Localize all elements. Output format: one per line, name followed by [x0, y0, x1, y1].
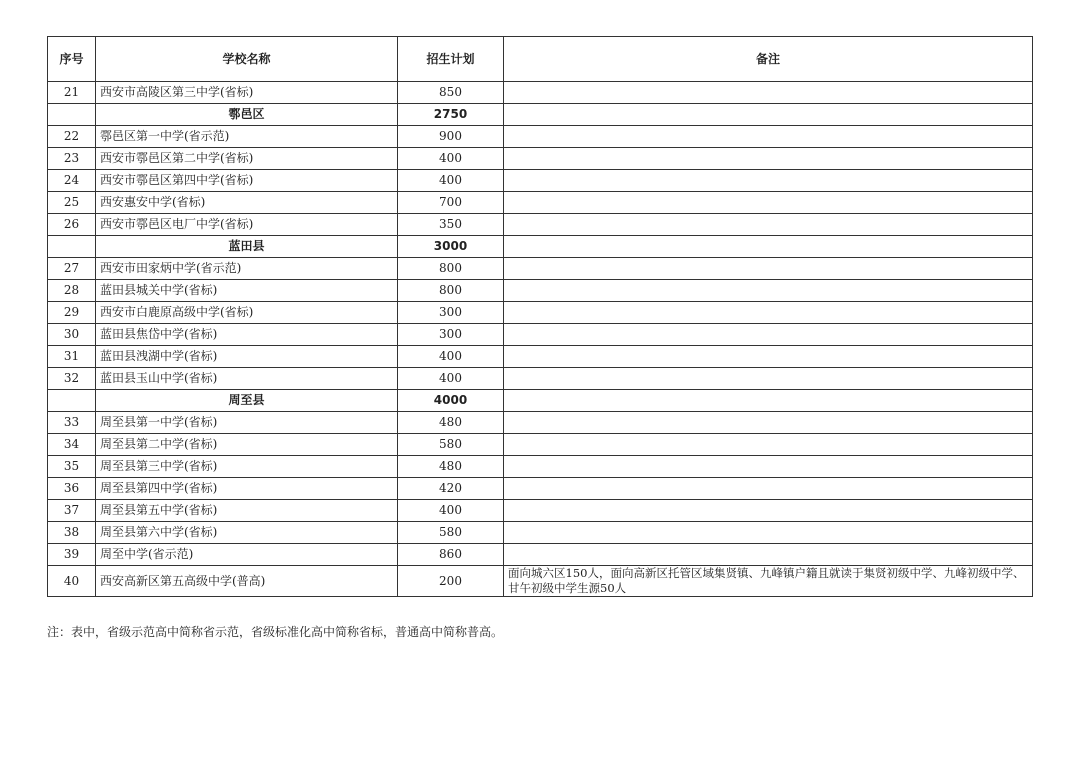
enrollment-plan: 400 [398, 500, 504, 522]
district-row [48, 236, 1033, 258]
school-name: 周至县第五中学(省标) [96, 500, 398, 522]
table-row [48, 500, 1033, 522]
school-name: 西安惠安中学(省标) [96, 192, 398, 214]
enrollment-plan: 2750 [398, 104, 504, 126]
table-row [48, 544, 1033, 566]
enrollment-plan: 400 [398, 346, 504, 368]
remark [504, 478, 1033, 500]
remark [504, 302, 1033, 324]
school-name: 西安市鄠邑区第四中学(省标) [96, 170, 398, 192]
remark: 面向城六区150人，面向高新区托管区域集贤镇、九峰镇户籍且就读于集贤初级中学、九峰初级中学、甘午初级中学生源50人 [504, 566, 1033, 597]
row-number: 28 [48, 280, 96, 302]
school-name: 周至县第六中学(省标) [96, 522, 398, 544]
enrollment-plan: 300 [398, 302, 504, 324]
enrollment-plan: 850 [398, 82, 504, 104]
row-number: 27 [48, 258, 96, 280]
header-no: 序号 [48, 37, 96, 82]
row-number: 21 [48, 82, 96, 104]
district-row [48, 390, 1033, 412]
table-row [48, 324, 1033, 346]
remark [504, 170, 1033, 192]
row-number: 35 [48, 456, 96, 478]
table-row [48, 522, 1033, 544]
row-number: 34 [48, 434, 96, 456]
table-row [48, 258, 1033, 280]
enrollment-plan: 400 [398, 368, 504, 390]
enrollment-plan: 400 [398, 170, 504, 192]
enrollment-plan: 580 [398, 522, 504, 544]
remark [504, 412, 1033, 434]
enrollment-plan: 420 [398, 478, 504, 500]
remark [504, 500, 1033, 522]
row-number: 26 [48, 214, 96, 236]
remark [504, 434, 1033, 456]
enrollment-plan: 800 [398, 258, 504, 280]
remark [504, 258, 1033, 280]
row-number: 30 [48, 324, 96, 346]
row-number: 29 [48, 302, 96, 324]
table-row [48, 566, 1033, 597]
row-number [48, 390, 96, 412]
district-name: 周至县 [96, 390, 398, 412]
school-name: 周至县第二中学(省标) [96, 434, 398, 456]
enrollment-table [47, 36, 1033, 597]
remark [504, 456, 1033, 478]
row-number: 23 [48, 148, 96, 170]
table-row [48, 412, 1033, 434]
header-note: 备注 [504, 37, 1033, 82]
header-row [48, 37, 1033, 82]
enrollment-plan: 480 [398, 412, 504, 434]
school-name: 鄠邑区第一中学(省示范) [96, 126, 398, 148]
header-plan: 招生计划 [398, 37, 504, 82]
table-row [48, 82, 1033, 104]
enrollment-plan: 350 [398, 214, 504, 236]
remark [504, 236, 1033, 258]
enrollment-plan: 4000 [398, 390, 504, 412]
remark [504, 214, 1033, 236]
remark [504, 82, 1033, 104]
table-row [48, 126, 1033, 148]
school-name: 西安市鄠邑区电厂中学(省标) [96, 214, 398, 236]
remark [504, 192, 1033, 214]
school-name: 蓝田县洩湖中学(省标) [96, 346, 398, 368]
row-number: 22 [48, 126, 96, 148]
row-number [48, 104, 96, 126]
row-number: 37 [48, 500, 96, 522]
school-name: 周至中学(省示范) [96, 544, 398, 566]
remark [504, 544, 1033, 566]
enrollment-plan: 580 [398, 434, 504, 456]
remark [504, 522, 1033, 544]
enrollment-plan: 200 [398, 566, 504, 597]
row-number: 38 [48, 522, 96, 544]
enrollment-plan: 480 [398, 456, 504, 478]
remark [504, 368, 1033, 390]
row-number [48, 236, 96, 258]
row-number: 25 [48, 192, 96, 214]
table-row [48, 368, 1033, 390]
enrollment-plan: 400 [398, 148, 504, 170]
row-number: 24 [48, 170, 96, 192]
header-school: 学校名称 [96, 37, 398, 82]
table-row [48, 302, 1033, 324]
school-name: 周至县第一中学(省标) [96, 412, 398, 434]
table-row [48, 148, 1033, 170]
school-name: 周至县第三中学(省标) [96, 456, 398, 478]
remark [504, 104, 1033, 126]
row-number: 40 [48, 566, 96, 597]
enrollment-plan: 860 [398, 544, 504, 566]
footnote: 注：表中，省级示范高中简称省示范，省级标准化高中简称省标，普通高中简称普高。 [47, 625, 504, 639]
row-number: 32 [48, 368, 96, 390]
table-row [48, 434, 1033, 456]
row-number: 33 [48, 412, 96, 434]
school-name: 西安高新区第五高级中学(普高) [96, 566, 398, 597]
enrollment-plan: 3000 [398, 236, 504, 258]
table-row [48, 456, 1033, 478]
enrollment-plan: 300 [398, 324, 504, 346]
school-name: 西安市田家炳中学(省示范) [96, 258, 398, 280]
school-name: 周至县第四中学(省标) [96, 478, 398, 500]
school-name: 蓝田县城关中学(省标) [96, 280, 398, 302]
table-row [48, 346, 1033, 368]
district-row [48, 104, 1033, 126]
remark [504, 346, 1033, 368]
table-row [48, 280, 1033, 302]
school-name: 西安市高陵区第三中学(省标) [96, 82, 398, 104]
district-name: 鄠邑区 [96, 104, 398, 126]
school-name: 西安市白鹿原高级中学(省标) [96, 302, 398, 324]
row-number: 31 [48, 346, 96, 368]
school-name: 蓝田县焦岱中学(省标) [96, 324, 398, 346]
school-name: 西安市鄠邑区第二中学(省标) [96, 148, 398, 170]
table-row [48, 214, 1033, 236]
remark [504, 390, 1033, 412]
table-row [48, 478, 1033, 500]
row-number: 39 [48, 544, 96, 566]
table-row [48, 192, 1033, 214]
row-number: 36 [48, 478, 96, 500]
remark [504, 148, 1033, 170]
table-row [48, 170, 1033, 192]
enrollment-plan: 700 [398, 192, 504, 214]
remark [504, 280, 1033, 302]
remark [504, 126, 1033, 148]
remark [504, 324, 1033, 346]
enrollment-plan: 800 [398, 280, 504, 302]
district-name: 蓝田县 [96, 236, 398, 258]
enrollment-plan: 900 [398, 126, 504, 148]
school-name: 蓝田县玉山中学(省标) [96, 368, 398, 390]
